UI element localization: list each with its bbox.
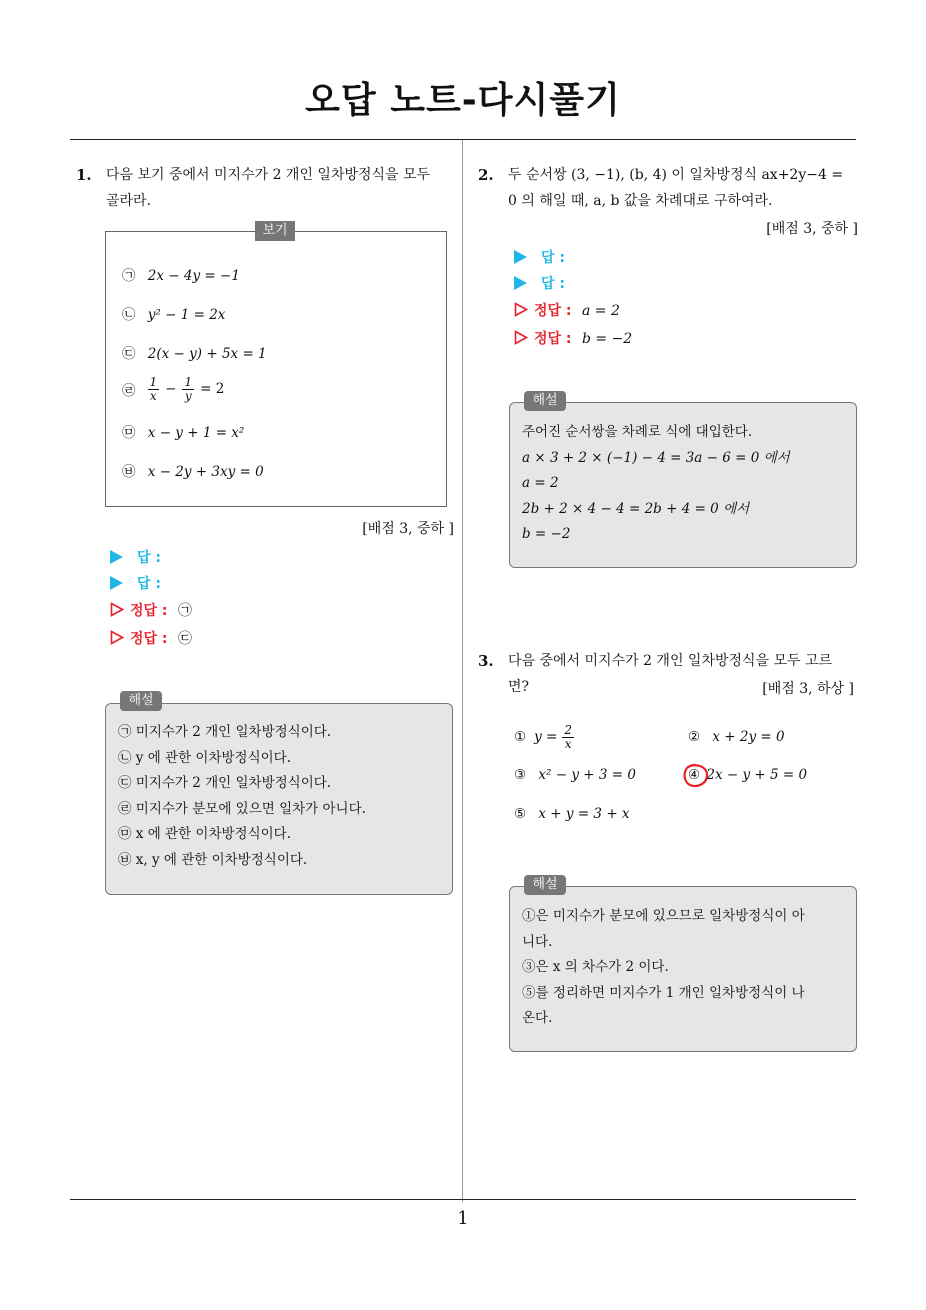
q3-choice-3[interactable]: [514, 767, 636, 783]
q3-text-line2: 면?: [508, 679, 530, 695]
q2-explanation-label: 해설: [524, 391, 566, 411]
choice-mark: ④: [688, 767, 701, 783]
answer-label: 답 :: [541, 250, 565, 266]
bogi-expr: x − 2y + 3xy = 0: [147, 464, 264, 480]
explanation-line: ㉡ y 에 관한 이차방정식이다.: [118, 749, 291, 766]
q1-text-line1: 다음 보기 중에서 미지수가 2 개인 일차방정식을 모두: [106, 167, 431, 183]
frac-numerator: 1: [149, 374, 158, 389]
q1-bogi-item: [122, 421, 244, 441]
q1-explanation-text: [118, 720, 446, 873]
choice-mark: ⑤: [514, 806, 527, 822]
play-icon: [110, 550, 123, 564]
choice-expr: x + 2y = 0: [712, 729, 785, 745]
q3-explanation-text: [522, 904, 850, 1032]
frac-numerator: 1: [184, 374, 193, 389]
triangle-outline-icon: [514, 302, 528, 317]
correct-value: b = −2: [581, 331, 633, 347]
frac-denominator: x: [564, 736, 572, 751]
explanation-line: ③은 x 의 차수가 2 이다.: [522, 959, 669, 975]
bogi-operator: −: [165, 381, 177, 397]
explanation-line: 2b + 2 × 4 − 4 = 2b + 4 = 0 에서: [522, 500, 750, 517]
bogi-mark: ㉤: [122, 425, 136, 441]
q1-bogi-item: [122, 342, 267, 362]
correct-label: 정답 :: [130, 603, 168, 619]
red-circle-mark-icon: [681, 762, 711, 790]
play-icon: [514, 250, 527, 264]
explanation-line: 온다.: [522, 1010, 553, 1026]
q1-bogi-item: [122, 264, 240, 284]
q1-bogi-label: 보기: [255, 221, 295, 241]
explanation-line: a = 2: [522, 475, 559, 491]
q3-text-line1: 다음 중에서 미지수가 2 개인 일차방정식을 모두 고르: [508, 653, 833, 669]
explanation-line: 니다.: [522, 933, 553, 950]
q1-explanation-label: 해설: [120, 691, 162, 711]
q3-score: [배점 3, 하상 ]: [762, 681, 854, 697]
correct-label: 정답 :: [130, 631, 168, 647]
triangle-outline-icon: [110, 630, 124, 645]
q2-correct-row: [514, 300, 620, 320]
q3-number: 3.: [478, 652, 494, 670]
frac-numerator: 2: [564, 722, 572, 737]
q1-answer-row: [110, 573, 161, 593]
q3-explanation-label: 해설: [524, 875, 566, 895]
q1-question-text: [106, 162, 456, 214]
bogi-fraction: [148, 376, 160, 403]
q1-text-line2: 골라라.: [106, 193, 152, 209]
page-title: 오답 노트-다시풀기: [305, 80, 621, 121]
q2-text-line2: 0 의 해일 때, a, b 값을 차례대로 구하여라.: [508, 193, 773, 209]
q1-number: 1.: [76, 166, 92, 184]
correct-value: ㉠: [177, 603, 192, 619]
bogi-expr: x − y + 1 = x²: [147, 425, 245, 441]
q1-correct-row: [110, 628, 192, 648]
bogi-mark: ㉡: [122, 307, 136, 323]
q2-text-line1: 두 순서쌍 (3, −1), (b, 4) 이 일차방정식 ax+2y−4 =: [508, 167, 844, 183]
column-divider: [462, 140, 463, 1202]
q2-correct-row: [514, 328, 632, 348]
bogi-expr: 2x − 4y = −1: [147, 268, 240, 284]
triangle-outline-icon: [514, 330, 528, 345]
answer-label: 답 :: [137, 550, 161, 566]
frac-denominator: y: [184, 388, 192, 403]
choice-fraction: [562, 724, 574, 751]
explanation-line: ㉣ 미지수가 분모에 있으면 일차가 아니다.: [118, 800, 366, 817]
choice-expr: 2x − y + 5 = 0: [706, 767, 808, 783]
footer-divider: [70, 1199, 856, 1200]
choice-expr: x + y = 3 + x: [538, 806, 630, 822]
q1-bogi-item: [122, 460, 264, 480]
explanation-line: ㉤ x 에 관한 이차방정식이다.: [118, 826, 291, 842]
explanation-line: ㉠ 미지수가 2 개인 일차방정식이다.: [118, 724, 332, 740]
explanation-line: ㉢ 미지수가 2 개인 일차방정식이다.: [118, 775, 332, 791]
bogi-mark: ㉥: [122, 464, 136, 480]
correct-value: a = 2: [581, 303, 620, 319]
bogi-mark: ㉣: [122, 383, 136, 399]
explanation-line: b = −2: [522, 526, 571, 542]
bogi-expr: y² − 1 = 2x: [147, 307, 226, 323]
answer-label: 답 :: [541, 276, 565, 292]
explanation-line: a × 3 + 2 × (−1) − 4 = 3a − 6 = 0 에서: [522, 449, 790, 466]
q2-score: [배점 3, 중하 ]: [766, 221, 858, 237]
frac-denominator: x: [149, 388, 157, 403]
explanation-line: ⑤를 정리하면 미지수가 1 개인 일차방정식이 나: [522, 984, 805, 1001]
choice-mark: ②: [688, 729, 701, 745]
q1-bogi-item: [122, 303, 225, 323]
bogi-mark: ㉢: [122, 346, 136, 362]
q1-answer-row: [110, 547, 161, 567]
choice-expr: x² − y + 3 = 0: [538, 767, 636, 783]
q1-score: [배점 3, 중하 ]: [362, 521, 454, 537]
q2-answer-row: [514, 273, 565, 293]
q2-question-text: [508, 162, 860, 214]
choice-mark: ①: [514, 729, 527, 745]
q2-number: 2.: [478, 166, 494, 184]
correct-label: 정답 :: [534, 303, 572, 319]
bogi-expr: 2(x − y) + 5x = 1: [147, 346, 267, 362]
explanation-line: 주어진 순서쌍을 차례로 식에 대입한다.: [522, 424, 753, 440]
choice-mark: ③: [514, 767, 527, 783]
q1-bogi-item: [122, 372, 224, 406]
bogi-rhs: = 2: [200, 381, 225, 397]
play-icon: [110, 576, 123, 590]
q3-choice-2[interactable]: [688, 729, 785, 745]
answer-label: 답 :: [137, 576, 161, 592]
bogi-mark: ㉠: [122, 268, 136, 284]
header-divider: [70, 139, 856, 140]
page-number: 1: [457, 1208, 469, 1229]
q3-choice-1[interactable]: [514, 718, 574, 756]
correct-label: 정답 :: [534, 331, 572, 347]
explanation-line: ①은 미지수가 분모에 있으므로 일차방정식이 아: [522, 908, 805, 924]
q2-answer-row: [514, 247, 565, 267]
q1-correct-row: [110, 600, 192, 620]
bogi-fraction: [182, 376, 194, 403]
choice-lhs: y =: [534, 729, 558, 745]
q3-choice-5[interactable]: [514, 806, 630, 822]
triangle-outline-icon: [110, 602, 124, 617]
q2-explanation-text: [522, 420, 850, 548]
explanation-line: ㉥ x, y 에 관한 이차방정식이다.: [118, 851, 308, 868]
correct-value: ㉢: [177, 631, 192, 647]
play-icon: [514, 276, 527, 290]
